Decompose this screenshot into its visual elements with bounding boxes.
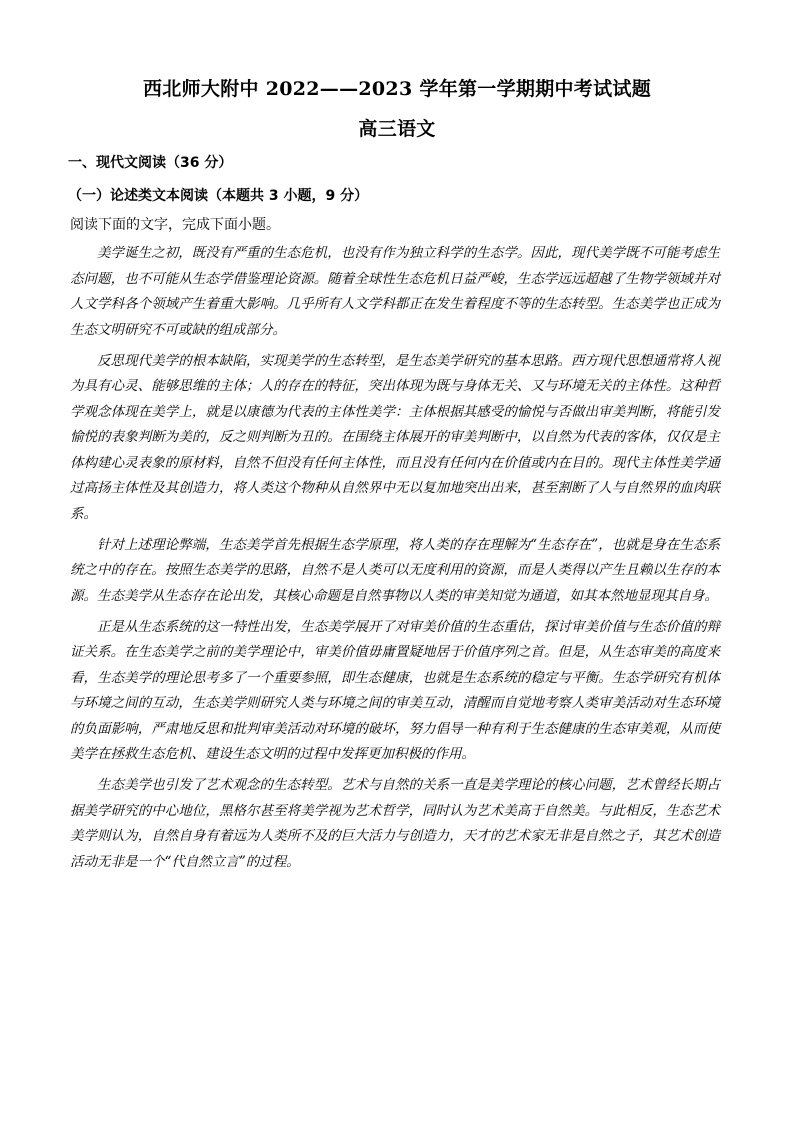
passage-paragraph-4: 正是从生态系统的这一特性出发，生态美学展开了对审美价值的生态重估，探讨审美价值与生态价值的辩证关系。在生态美学之前的美学理论中，审美价值毋庸置疑地居于价值序列之首。但是，从生态审美的高度来看，生态美学的理论思考多了一个重要参照，即生态健康，也就是生态系统的稳定与平衡。生态学研究有机体与环境之间的互动，生态美学则研究人类与环境之间的审美互动，清醒而自觉地考察人类审美活动对生态环境的负面影响，严肃地反思和批判审美活动对环境的破坏，努力倡导一种有利于生态健康的生态审美观，从而使美学在拯救生态危机、建设生态文明的过程中发挥更加积极的作用。: [70, 618, 720, 762]
passage-body: [70, 241, 720, 881]
passage-paragraph-3: 针对上述理论弊端，生态美学首先根据生态学原理，将人类的存在理解为“生态存在”，也就是身在生态系统之中的存在。按照生态美学的思路，自然不是人类可以无度利用的资源，而是人类得以产生且赖以生存的本源。生态美学从生态存在论出发，其核心命题是自然事物以人类的审美知觉为通道，如其本然地显现其自身。: [70, 536, 720, 604]
section-heading: 一、现代文阅读（36 分）: [68, 155, 233, 171]
reading-instruction: 阅读下面的文字，完成下面小题。: [70, 217, 280, 233]
page-title: 西北师大附中 2022——2023 学年第一学期期中考试试题: [143, 78, 651, 100]
passage-paragraph-1: 美学诞生之初，既没有严重的生态危机，也没有作为独立科学的生态学。因此，现代美学既不可能考虑生态问题，也不可能从生态学借鉴理论资源。随着全球性生态危机日益严峻，生态学远远超越了生物学领域并对人文学科各个领域产生着重大影响。几乎所有人文学科都正在发生着程度不等的生态转型。生态美学也正成为生态文明研究不可或缺的组成部分。: [70, 245, 720, 338]
subsection-heading: （一）论述类文本阅读（本题共 3 小题，9 分）: [68, 188, 369, 204]
passage-paragraph-5: 生态美学也引发了艺术观念的生态转型。艺术与自然的关系一直是美学理论的核心问题，艺术曾经长期占据美学研究的中心地位，黑格尔甚至将美学视为艺术哲学，同时认为艺术美高于自然美。与此相反，生态艺术美学则认为，自然自身有着远为人类所不及的巨大活力与创造力，天才的艺术家无非是自然之子，其艺术创造活动无非是一个“代自然立言”的过程。: [70, 777, 720, 870]
passage-paragraph-2: 反思现代美学的根本缺陷，实现美学的生态转型，是生态美学研究的基本思路。西方现代思想通常将人视为具有心灵、能够思维的主体；人的存在的特征，突出体现为既与身体无关、又与环境无关的主体性。这种哲学观念体现在美学上，就是以康德为代表的主体性美学：主体根据其感受的愉悦与否做出审美判断，将能引发愉悦的表象判断为美的，反之则判断为丑的。在围绕主体展开的审美判断中，以自然为代表的客体，仅仅是主体构建心灵表象的原材料，自然不但没有任何主体性，而且没有任何内在价值或内在目的。现代主体性美学通过高扬主体性及其创造力，将人类这个物种从自然界中无以复加地突出出来，甚至割断了人与自然界的血肉联系。: [70, 352, 720, 522]
page-subtitle: 高三语文: [358, 118, 436, 140]
